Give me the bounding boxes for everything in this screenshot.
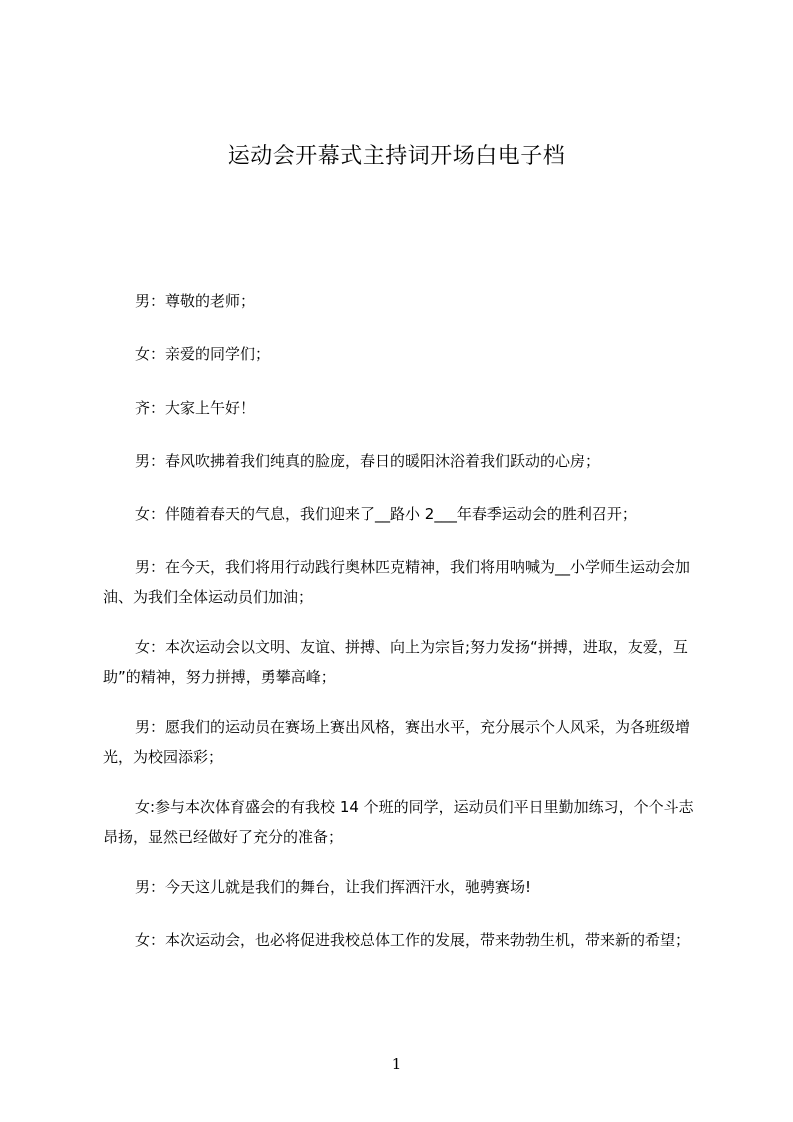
paragraph: 男：今天这儿就是我们的舞台，让我们挥洒汗水，驰骋赛场! bbox=[135, 878, 532, 896]
paragraph: 女：本次运动会，也必将促进我校总体工作的发展，带来勃勃生机，带来新的希望； bbox=[135, 931, 691, 949]
paragraph: 男：在今天，我们将用行动践行奥林匹克精神，我们将用呐喊为__小学师生运动会加油、为我们全体运动员们加油； bbox=[103, 558, 691, 606]
paragraph: 男：春风吹拂着我们纯真的脸庞，春日的暖阳沐浴着我们跃动的心房； bbox=[135, 452, 601, 470]
paragraph: 女：亲爱的同学们； bbox=[135, 345, 271, 363]
paragraph: 女：伴随着春天的气息，我们迎来了__路小 2___年春季运动会的胜利召开； bbox=[135, 505, 637, 523]
page-number: 1 bbox=[391, 1055, 402, 1073]
paragraph: 女:参与本次体育盛会的有我校 14 个班的同学，运动员们平日里勤加练习，个个斗志昂扬，显然已经做好了充分的准备； bbox=[103, 798, 694, 846]
paragraph: 齐：大家上午好！ bbox=[135, 399, 256, 417]
document-title: 运动会开幕式主持词开场白电子档 bbox=[227, 144, 566, 169]
paragraph: 男：尊敬的老师； bbox=[135, 292, 256, 310]
paragraph: 女：本次运动会以文明、友谊、拼搏、向上为宗旨;努力发扬“拼搏，进取，友爱，互助”的精神，努力拼搏，勇攀高峰； bbox=[103, 638, 688, 686]
paragraph: 男：愿我们的运动员在赛场上赛出风格，赛出水平，充分展示个人风采，为各班级增光，为校园添彩； bbox=[103, 718, 691, 766]
